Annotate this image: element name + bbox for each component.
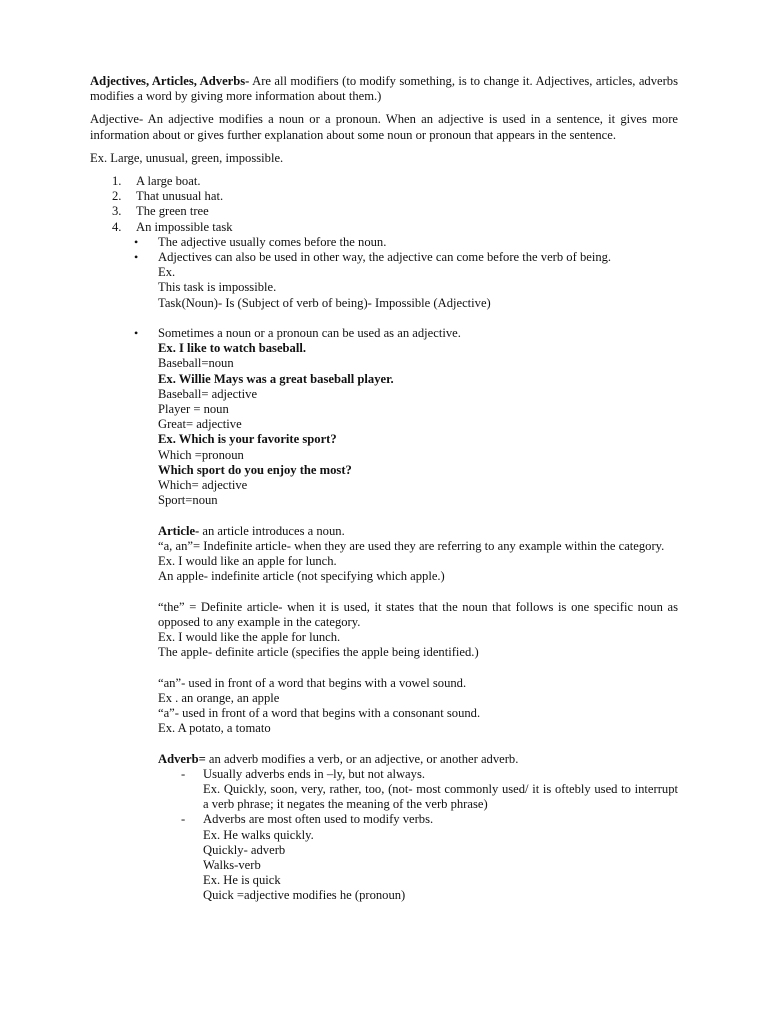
text-line: “an”- used in front of a word that begins with a vowel sound.	[158, 675, 467, 690]
text-line: Player = noun	[158, 402, 229, 417]
text-line: “the” = Definite article- when it is used, it states that the noun that follows is one specific noun as opposed to any example in the category.	[158, 599, 678, 629]
text-line: Ex.	[158, 265, 176, 280]
text-line: Which =pronoun	[158, 447, 244, 462]
text-line: Quickly- adverb	[203, 842, 286, 857]
text-line: Task(Noun)- Is (Subject of verb of being)- Impossible (Adjective)	[158, 295, 491, 310]
text-line: “a”- used in front of a word that begins with a consonant sound.	[158, 706, 481, 721]
bullet-text: Adjectives can also be used in other way, the adjective can come before the verb of being.	[158, 250, 612, 265]
list-number: 2.	[112, 189, 122, 204]
example-heading: Which sport do you enjoy the most?	[158, 462, 352, 477]
text-line: Quick =adjective modifies he (pronoun)	[203, 888, 406, 903]
adverb-term: Adverb=	[158, 751, 206, 766]
article-term: Article-	[158, 523, 200, 538]
bullet-item	[90, 235, 678, 250]
dash-item	[90, 767, 678, 782]
dash-item	[90, 812, 678, 827]
document-body	[90, 74, 678, 904]
list-number: 3.	[112, 204, 122, 219]
bullet-text: The adjective usually comes before the noun.	[158, 234, 387, 249]
example-heading: Ex. I like to watch baseball.	[158, 341, 306, 356]
list-number: 4.	[112, 219, 122, 234]
text-line: The apple- definite article (specifies the apple being identified.)	[158, 645, 479, 660]
adverb-heading: Adverb= an adverb modifies a verb, or an adjective, or another adverb.	[158, 751, 519, 766]
bullet-icon: •	[134, 234, 139, 249]
text-line: Great= adjective	[158, 417, 242, 432]
text-line: Ex . an orange, an apple	[158, 690, 280, 705]
adjective-examples: Ex. Large, unusual, green, impossible.	[90, 150, 284, 165]
dash-text: Adverbs are most often used to modify verbs.	[203, 812, 434, 827]
list-item	[90, 174, 678, 189]
text-line: Ex. A potato, a tomato	[158, 721, 271, 736]
list-number: 1.	[112, 174, 122, 189]
intro-title: Adjectives, Articles, Adverbs-	[90, 74, 250, 88]
example-heading: Ex. Willie Mays was a great baseball player.	[158, 371, 394, 386]
text-line: “a, an”= Indefinite article- when they are used they are referring to any example within the category.	[158, 538, 665, 553]
bullet-item	[90, 250, 678, 265]
bullet-icon: •	[134, 326, 139, 341]
list-text: An impossible task	[136, 219, 233, 234]
intro-paragraph	[90, 74, 678, 104]
list-text: That unusual hat.	[136, 189, 224, 204]
dash-marker: -	[181, 766, 186, 781]
list-text: The green tree	[136, 204, 209, 219]
list-item	[90, 220, 678, 235]
list-item	[90, 189, 678, 204]
list-item	[90, 204, 678, 219]
text-line: Ex. He is quick	[203, 873, 281, 888]
text-line: Ex. He walks quickly.	[203, 827, 314, 842]
bullet-text: Sometimes a noun or a pronoun can be used as an adjective.	[158, 326, 461, 341]
text-line: Baseball= adjective	[158, 386, 258, 401]
article-heading: Article- an article introduces a noun.	[158, 523, 345, 538]
dash-marker: -	[181, 812, 186, 827]
text-line: Baseball=noun	[158, 356, 234, 371]
text-line: Ex. I would like the apple for lunch.	[158, 630, 341, 645]
example-heading: Ex. Which is your favorite sport?	[158, 432, 337, 447]
list-text: A large boat.	[136, 174, 201, 189]
numbered-list	[90, 174, 678, 235]
text-line: This task is impossible.	[158, 280, 277, 295]
text-line: Which= adjective	[158, 478, 248, 493]
text-line: Ex. Quickly, soon, very, rather, too, (not- most commonly used/ it is oftebly used to interrupt a verb phrase; it negates the meaning of the verb phrase)	[203, 782, 678, 812]
bullet-item	[90, 326, 678, 341]
text-line: Walks-verb	[203, 858, 261, 873]
text-line: Ex. I would like an apple for lunch.	[158, 554, 337, 569]
adjective-definition: Adjective- An adjective modifies a noun or a pronoun. When an adjective is used in a sentence, it gives more information about or gives further explanation about some noun or pronoun that appears in the sentence.	[90, 112, 678, 142]
dash-text: Usually adverbs ends in –ly, but not always.	[203, 766, 425, 781]
text-line: Sport=noun	[158, 493, 218, 508]
text-line: An apple- indefinite article (not specifying which apple.)	[158, 569, 445, 584]
bullet-icon: •	[134, 250, 139, 265]
intro-text: Are all modifiers (to modify something, is to change it. Adjectives, articles, adverbs modifies a word by giving more information about them.)	[90, 74, 678, 104]
